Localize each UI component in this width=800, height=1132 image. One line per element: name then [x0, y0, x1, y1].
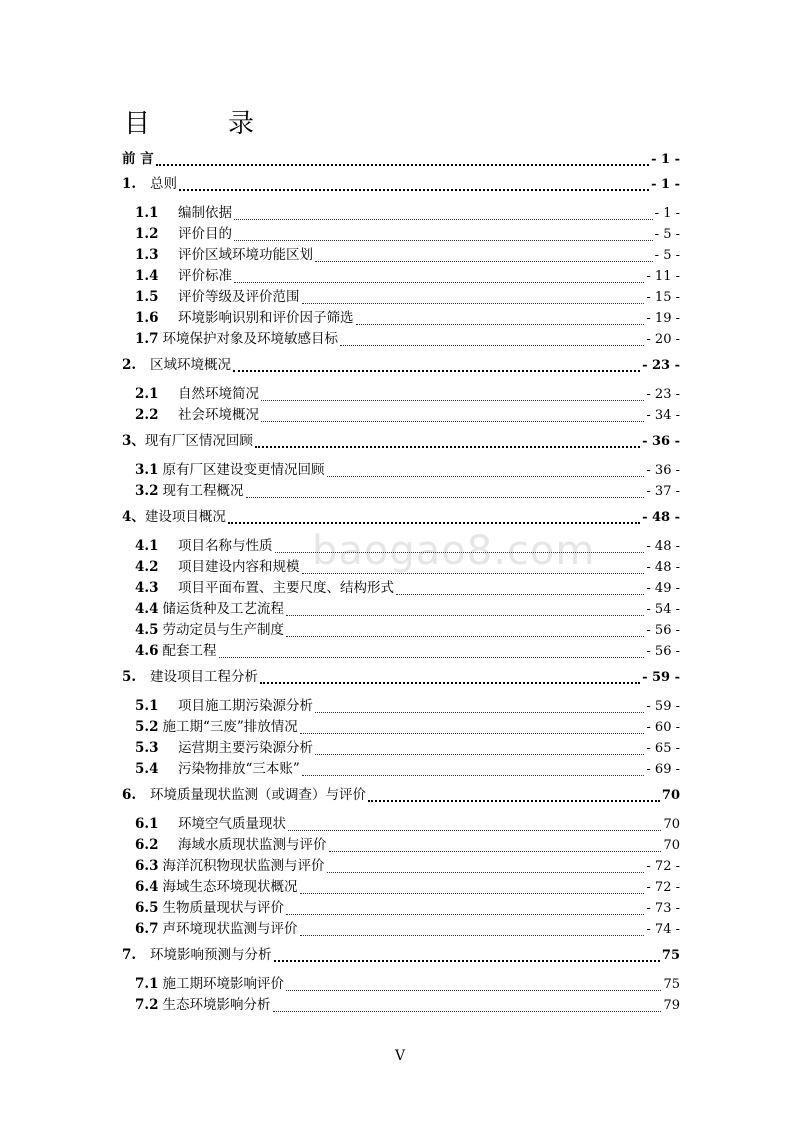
toc-section-entry[interactable]: [122, 696, 680, 717]
toc-entry-page: - 54 -: [646, 602, 680, 617]
toc-entry-title: 施工期“三废”排放情况: [162, 719, 298, 735]
toc-entry-number: 4、: [122, 509, 145, 525]
toc-entry-title: 编制依据: [178, 205, 232, 221]
toc-dot-leader: [246, 496, 645, 498]
toc-entry-number: 1.1: [135, 205, 159, 221]
toc-entry-page: 79: [663, 998, 680, 1013]
toc-dot-leader: [260, 681, 640, 684]
table-of-contents: [122, 149, 680, 1016]
toc-entry-number: 5.: [122, 669, 137, 685]
toc-entry-title: 环境空气质量现状: [178, 816, 286, 832]
toc-entry-title: 评价目的: [178, 226, 232, 242]
toc-entry-title: 环境保护对象及环境敏感目标: [162, 331, 338, 347]
toc-entry-page: - 1 -: [654, 206, 680, 221]
toc-entry-page: - 5 -: [654, 248, 680, 263]
toc-dot-leader: [275, 551, 645, 553]
toc-entry-number: 6.4: [135, 879, 159, 895]
toc-entry-page: - 20 -: [646, 332, 680, 347]
toc-entry-page: - 72 -: [646, 859, 680, 874]
toc-section-entry[interactable]: [122, 481, 680, 502]
toc-entry-page: - 19 -: [646, 311, 680, 326]
toc-entry-title: 现有工程概况: [162, 483, 244, 499]
toc-entry-page: - 1 -: [651, 177, 680, 192]
toc-dot-leader: [261, 420, 644, 422]
toc-entry-title: 海洋沉积物现状监测与评价: [162, 858, 325, 874]
toc-section-entry[interactable]: [122, 245, 680, 266]
toc-entry-page: - 49 -: [646, 581, 680, 596]
toc-entry-page: 75: [663, 977, 680, 992]
toc-entry-title: 项目施工期污染源分析: [178, 698, 313, 714]
toc-section-entry[interactable]: [122, 460, 680, 481]
toc-entry-page: - 11 -: [646, 269, 680, 284]
toc-dot-leader: [273, 1010, 662, 1012]
toc-dot-leader: [288, 829, 661, 831]
toc-entry-title: 生态环境影响分析: [162, 997, 271, 1013]
toc-entry-number: 2.1: [135, 386, 159, 402]
toc-entry-number: 3.2: [135, 483, 159, 499]
toc-entry-page: 70: [661, 788, 680, 803]
toc-section-entry[interactable]: [122, 717, 680, 738]
toc-dot-leader: [302, 302, 645, 304]
toc-dot-leader: [340, 344, 644, 346]
toc-entry-page: - 65 -: [646, 741, 680, 756]
toc-dot-leader: [356, 323, 645, 325]
toc-dot-leader: [315, 260, 653, 262]
toc-chapter-entry[interactable]: [122, 350, 680, 380]
toc-entry-number: 1.6: [135, 310, 159, 326]
toc-section-entry[interactable]: [122, 557, 680, 578]
toc-entry-page: - 37 -: [646, 484, 680, 499]
toc-title: 目 录: [124, 109, 281, 139]
toc-entry-title: 海域水质现状监测与评价: [178, 837, 327, 853]
toc-chapter-entry[interactable]: [122, 426, 680, 456]
toc-chapter-entry[interactable]: [122, 502, 680, 532]
toc-entry-title: 项目名称与性质: [178, 538, 273, 554]
toc-entry-title: 区域环境概况: [150, 357, 231, 373]
toc-entry-title: 环境影响预测与分析: [150, 947, 272, 963]
toc-entry-page: 75: [661, 948, 680, 963]
toc-dot-leader: [327, 871, 645, 873]
toc-section-entry[interactable]: [122, 405, 680, 426]
toc-entry-title: 环境质量现状监测（或调查）与评价: [150, 787, 366, 803]
toc-entry-title: 环境影响识别和评价因子筛选: [178, 310, 354, 326]
toc-section-entry[interactable]: [122, 641, 680, 662]
toc-entry-title: 项目建设内容和规模: [178, 559, 300, 575]
toc-entry-page: - 48 -: [646, 539, 680, 554]
toc-entry-title: 生物质量现状与评价: [162, 900, 284, 916]
toc-entry-number: 4.1: [135, 538, 159, 554]
toc-entry-title: 运营期主要污染源分析: [178, 740, 313, 756]
toc-entry-number: 3、: [122, 433, 145, 449]
toc-dot-leader: [233, 369, 640, 372]
toc-entry-number: 5.2: [135, 719, 159, 735]
toc-dot-leader: [255, 445, 640, 448]
toc-entry-number: 4.3: [135, 580, 159, 596]
toc-entry-number: 7.2: [135, 997, 159, 1013]
toc-entry-number: 2.: [122, 357, 137, 373]
toc-entry-title: 项目平面布置、主要尺度、结构形式: [178, 580, 394, 596]
toc-entry-title: 评价等级及评价范围: [178, 289, 300, 305]
toc-entry-number: 1.3: [135, 247, 159, 263]
toc-dot-leader: [228, 521, 640, 524]
toc-entry-number: 前 言: [122, 151, 154, 167]
toc-entry-number: 2.2: [135, 407, 159, 423]
toc-section-entry[interactable]: [122, 877, 680, 898]
toc-section-entry[interactable]: [122, 814, 680, 835]
toc-chapter-entry[interactable]: [122, 149, 680, 169]
toc-chapter-entry[interactable]: [122, 940, 680, 970]
toc-entry-number: 3.1: [135, 462, 159, 478]
toc-section-entry[interactable]: [122, 620, 680, 641]
toc-section-entry[interactable]: [122, 919, 680, 940]
toc-entry-number: 4.4: [135, 601, 159, 617]
toc-entry-number: 1.: [122, 176, 137, 192]
toc-section-entry[interactable]: [122, 995, 680, 1016]
toc-entry-number: 1.2: [135, 226, 159, 242]
toc-dot-leader: [156, 163, 649, 166]
toc-entry-page: - 36 -: [642, 434, 680, 449]
toc-entry-title: 建设项目概况: [144, 509, 226, 525]
toc-entry-page: - 48 -: [642, 510, 680, 525]
toc-dot-leader: [286, 989, 661, 991]
toc-entry-title: 评价区域环境功能区划: [178, 247, 313, 263]
watermark: baogao8.com: [312, 528, 596, 574]
toc-dot-leader: [234, 281, 644, 283]
toc-dot-leader: [368, 799, 660, 802]
toc-entry-title: 配套工程: [162, 643, 217, 659]
toc-entry-page: - 60 -: [646, 720, 680, 735]
toc-entry-number: 7.: [122, 947, 137, 963]
toc-entry-page: - 56 -: [646, 644, 680, 659]
toc-entry-title: 储运货种及工艺流程: [162, 601, 284, 617]
toc-entry-number: 5.4: [135, 761, 159, 777]
toc-chapter-entry[interactable]: [122, 780, 680, 810]
toc-entry-page: - 15 -: [646, 290, 680, 305]
toc-section-entry[interactable]: [122, 203, 680, 224]
toc-entry-page: - 48 -: [646, 560, 680, 575]
toc-dot-leader: [300, 732, 645, 734]
toc-section-entry[interactable]: [122, 759, 680, 780]
toc-entry-number: 6.7: [135, 921, 159, 937]
toc-entry-number: 7.1: [135, 976, 159, 992]
toc-entry-title: 污染物排放“三本账”: [178, 761, 300, 777]
toc-entry-title: 原有厂区建设变更情况回顾: [162, 462, 325, 478]
toc-dot-leader: [286, 614, 644, 616]
toc-entry-page: 70: [663, 817, 680, 832]
toc-dot-leader: [302, 572, 645, 574]
toc-section-entry[interactable]: [122, 974, 680, 995]
toc-dot-leader: [327, 475, 645, 477]
toc-entry-title: 施工期环境影响评价: [162, 976, 284, 992]
toc-dot-leader: [315, 711, 644, 713]
toc-dot-leader: [329, 850, 662, 852]
toc-section-entry[interactable]: [122, 287, 680, 308]
toc-dot-leader: [234, 239, 653, 241]
toc-dot-leader: [300, 892, 645, 894]
toc-entry-title: 自然环境简况: [178, 386, 259, 402]
toc-entry-number: 6.5: [135, 900, 159, 916]
toc-entry-title: 社会环境概况: [178, 407, 259, 423]
toc-entry-title: 总则: [150, 176, 177, 192]
toc-entry-number: 4.5: [135, 622, 159, 638]
toc-entry-number: 6.: [122, 787, 137, 803]
toc-entry-title: 劳动定员与生产制度: [162, 622, 284, 638]
toc-section-entry[interactable]: [122, 578, 680, 599]
toc-entry-page: - 59 -: [646, 699, 680, 714]
toc-chapter-entry[interactable]: [122, 662, 680, 692]
toc-dot-leader: [315, 753, 644, 755]
toc-entry-title: 评价标准: [178, 268, 232, 284]
toc-section-entry[interactable]: [122, 599, 680, 620]
toc-entry-title: 声环境现状监测与评价: [162, 921, 298, 937]
toc-entry-page: - 34 -: [646, 408, 680, 423]
toc-entry-title: 现有厂区情况回顾: [144, 433, 253, 449]
toc-section-entry[interactable]: [122, 738, 680, 759]
toc-entry-page: - 5 -: [654, 227, 680, 242]
toc-entry-page: - 56 -: [646, 623, 680, 638]
toc-section-entry[interactable]: [122, 266, 680, 287]
toc-entry-title: 海域生态环境现状概况: [162, 879, 298, 895]
toc-entry-page: - 69 -: [646, 762, 680, 777]
toc-entry-number: 6.1: [135, 816, 159, 832]
toc-dot-leader: [234, 218, 653, 220]
toc-entry-page: 70: [663, 838, 680, 853]
toc-entry-page: - 73 -: [646, 901, 680, 916]
toc-entry-page: - 23 -: [646, 387, 680, 402]
toc-section-entry[interactable]: [122, 224, 680, 245]
toc-entry-number: 4.6: [135, 643, 159, 659]
page-number-footer: V: [394, 1048, 406, 1064]
toc-entry-number: 1.5: [135, 289, 159, 305]
toc-dot-leader: [302, 774, 645, 776]
toc-chapter-entry[interactable]: [122, 169, 680, 199]
toc-entry-page: - 23 -: [642, 358, 680, 373]
toc-entry-page: - 36 -: [646, 463, 680, 478]
toc-entry-page: - 72 -: [646, 880, 680, 895]
toc-entry-number: 6.2: [135, 837, 159, 853]
toc-dot-leader: [286, 913, 644, 915]
toc-entry-number: 1.7: [135, 331, 159, 347]
toc-entry-number: 5.3: [135, 740, 159, 756]
toc-entry-number: 5.1: [135, 698, 159, 714]
toc-dot-leader: [219, 656, 645, 658]
toc-entry-page: - 1 -: [651, 152, 680, 167]
toc-section-entry[interactable]: [122, 384, 680, 405]
toc-entry-title: 建设项目工程分析: [150, 669, 258, 685]
toc-entry-number: 4.2: [135, 559, 159, 575]
toc-section-entry[interactable]: [122, 308, 680, 329]
toc-dot-leader: [396, 593, 644, 595]
toc-entry-number: 6.3: [135, 858, 159, 874]
toc-dot-leader: [179, 188, 649, 191]
toc-dot-leader: [286, 635, 644, 637]
toc-entry-page: - 74 -: [646, 922, 680, 937]
toc-section-entry[interactable]: [122, 898, 680, 919]
toc-section-entry[interactable]: [122, 856, 680, 877]
toc-dot-leader: [300, 934, 645, 936]
toc-section-entry[interactable]: [122, 536, 680, 557]
toc-section-entry[interactable]: [122, 329, 680, 350]
toc-section-entry[interactable]: [122, 835, 680, 856]
toc-entry-page: - 59 -: [642, 670, 680, 685]
toc-entry-number: 1.4: [135, 268, 159, 284]
toc-dot-leader: [261, 399, 644, 401]
toc-dot-leader: [274, 959, 660, 962]
